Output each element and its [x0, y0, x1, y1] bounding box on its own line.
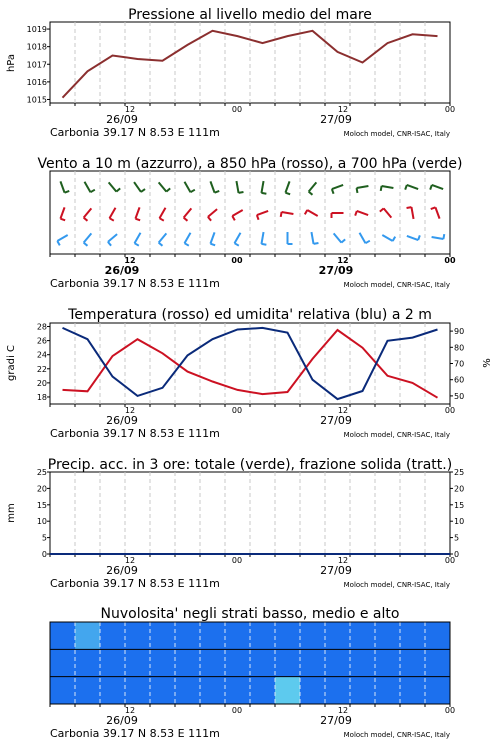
cloud-cell	[425, 622, 451, 650]
wind-barb-flag	[305, 210, 308, 214]
wind-barb-flag	[232, 216, 235, 220]
pressure-ytick-label: 1018	[26, 42, 47, 52]
wind-barb	[184, 208, 192, 217]
precip-right-ytick-label: 10	[454, 517, 465, 527]
cloud-cell	[100, 649, 126, 677]
wind-barb-flag	[261, 244, 266, 245]
wind-barb	[135, 207, 139, 218]
wind-xtick-label: 00	[444, 256, 456, 265]
wind-barb	[208, 209, 217, 217]
wind-barb	[411, 207, 413, 219]
precip-xtick-label: 12	[124, 556, 136, 565]
cloud-cell	[75, 677, 101, 705]
wind-barb	[384, 208, 392, 217]
wind-barb-flag	[110, 218, 114, 221]
wind-barb	[185, 233, 191, 243]
humidity-ytick-label: 90	[454, 327, 465, 337]
cloud-xtick-label: 12	[124, 706, 136, 715]
cloud-cell	[400, 677, 426, 705]
pressure-xtick-label: 12	[337, 105, 349, 114]
wind-barb	[84, 233, 92, 242]
wind-date-label: 27/09	[318, 264, 354, 277]
precip-ytick-label: 25	[36, 468, 47, 477]
wind-barb	[382, 186, 394, 188]
wind-location: Carbonia 39.17 N 8.53 E 111m	[50, 277, 220, 290]
wind-barb-flag	[239, 192, 244, 193]
cloud-cell	[250, 677, 276, 705]
cloud-cell	[275, 622, 301, 650]
wind-barb	[407, 236, 418, 240]
wind-barb	[110, 208, 116, 218]
wind-barb-flag	[141, 189, 145, 192]
wind-barb-flag	[431, 207, 436, 209]
wind-barb-flag	[191, 190, 195, 193]
wind-barb	[134, 182, 141, 192]
pressure-xtick-label: 12	[124, 105, 136, 114]
pressure-date-label: 27/09	[320, 113, 352, 126]
wind-barb-flag	[332, 189, 334, 194]
precip-ytick-label: 5	[41, 533, 47, 543]
cloud-cell	[150, 622, 176, 650]
cloud-cell	[400, 649, 426, 677]
wind-barb-flag	[160, 218, 164, 221]
wind-barb	[84, 208, 92, 217]
pressure-xtick-label: 00	[444, 105, 456, 114]
wind-barb-flag	[309, 192, 313, 195]
wind-barb	[432, 185, 443, 189]
temp-date-label: 27/09	[320, 414, 352, 427]
temp-ytick-label: 22	[36, 364, 47, 374]
wind-barb-flag	[430, 185, 432, 190]
precip-right-ytick-label: 20	[454, 484, 465, 494]
wind-barb	[332, 185, 343, 189]
cloud-cell	[125, 677, 151, 705]
precip-xtick-label: 00	[231, 556, 243, 565]
wind-barb-flag	[381, 186, 382, 191]
humidity-ytick-label: 80	[454, 343, 465, 353]
wind-barb	[407, 185, 418, 189]
wind-barb	[261, 232, 263, 244]
cloud-cell	[325, 622, 351, 650]
cloud-cell	[300, 622, 326, 650]
wind-barb-flag	[443, 234, 444, 239]
wind-barb	[160, 208, 166, 218]
cloud-cell	[50, 649, 76, 677]
wind-barb	[210, 181, 214, 192]
humidity-ytick-label: 70	[454, 359, 465, 369]
cloud-location: Carbonia 39.17 N 8.53 E 111m	[50, 727, 220, 740]
humidity-ytick-label: 60	[454, 375, 465, 385]
precip-right-ytick-label: 5	[454, 533, 460, 543]
wind-barb-flag	[285, 193, 290, 195]
wind-date-label: 26/09	[104, 264, 140, 277]
wind-barb	[382, 235, 392, 241]
pressure-xtick-label: 00	[231, 105, 243, 114]
cloud-cell	[200, 649, 226, 677]
temp-humidity-title: Temperatura (rosso) ed umidita' relativa (blu) a 2 m	[68, 307, 432, 323]
pressure-model-credit: Moloch model, CNR-ISAC, Italy	[343, 130, 450, 138]
pressure-ytick-label: 1017	[26, 60, 47, 70]
wind-barb	[109, 182, 117, 191]
wind-barb-flag	[84, 243, 88, 246]
cloud-cell	[425, 677, 451, 705]
wind-barb-flag	[116, 188, 120, 191]
wind-barb-flag	[235, 243, 239, 246]
wind-barb-flag	[314, 243, 319, 244]
temp-ytick-label: 20	[36, 378, 47, 388]
precip-xtick-label: 12	[337, 556, 349, 565]
precip-ylabel: mm	[6, 503, 17, 523]
wind-barb-flag	[355, 211, 357, 216]
cloud-date-label: 26/09	[106, 714, 138, 727]
cloud-cell	[300, 649, 326, 677]
wind-barb	[309, 182, 317, 191]
wind-barb-flag	[393, 237, 396, 241]
wind-barb	[236, 181, 238, 193]
wind-barb-flag	[184, 218, 188, 221]
precip-date-label: 26/09	[106, 564, 138, 577]
cloud-cell	[275, 677, 301, 705]
cloud-model-credit: Moloch model, CNR-ISAC, Italy	[343, 731, 450, 739]
pressure-ytick-label: 1016	[26, 77, 47, 87]
wind-xtick-label: 00	[231, 256, 243, 265]
temp-ytick-label: 24	[36, 350, 47, 360]
cloud-cell	[325, 677, 351, 705]
temp-model-credit: Moloch model, CNR-ISAC, Italy	[343, 431, 450, 439]
temp-xtick-label: 00	[231, 406, 243, 415]
cloud-cell	[175, 649, 201, 677]
cloud-cell	[350, 677, 376, 705]
wind-xtick-label: 12	[124, 256, 136, 265]
wind-barb	[135, 233, 141, 243]
cloud-cell	[425, 649, 451, 677]
cloud-cell	[225, 622, 251, 650]
humidity-ytick-label: 50	[454, 391, 465, 401]
cloud-cell	[175, 622, 201, 650]
wind-barb	[261, 181, 263, 193]
wind-barb	[159, 233, 167, 242]
wind-barb-flag	[159, 243, 163, 246]
wind-barb	[285, 181, 289, 192]
cloud-cell	[125, 622, 151, 650]
precip-right-ytick-label: 15	[454, 500, 465, 510]
cloud-cell	[100, 622, 126, 650]
temp-location: Carbonia 39.17 N 8.53 E 111m	[50, 427, 220, 440]
cloud-cell	[100, 677, 126, 705]
precip-ytick-label: 15	[36, 500, 47, 510]
cloud-cell	[200, 622, 226, 650]
cloud-cell	[150, 649, 176, 677]
precip-date-label: 27/09	[320, 564, 352, 577]
cloud-cell	[200, 677, 226, 705]
cloud-cell	[150, 677, 176, 705]
temp-xtick-label: 00	[444, 406, 456, 415]
wind-barb	[334, 233, 342, 242]
wind-barb-flag	[60, 219, 65, 221]
wind-barb-flag	[166, 188, 170, 191]
wind-barb	[210, 232, 214, 243]
pressure-ytick-label: 1015	[26, 95, 47, 105]
wind-barb	[311, 232, 313, 244]
cloud-cell	[350, 622, 376, 650]
pressure-location: Carbonia 39.17 N 8.53 E 111m	[50, 126, 220, 139]
wind-barb	[85, 182, 91, 192]
pressure-frame	[50, 22, 450, 103]
pressure-ylabel: hPa	[6, 53, 17, 73]
cloud-cell	[375, 677, 401, 705]
cloud-cell	[375, 649, 401, 677]
cloud-cell	[125, 649, 151, 677]
cloud-cell	[250, 649, 276, 677]
precip-ytick-label: 10	[36, 517, 47, 527]
precip-title: Precip. acc. in 3 ore: totale (verde), frazione solida (tratt.)	[47, 457, 453, 473]
cloud-cell	[350, 649, 376, 677]
temp-xtick-label: 12	[337, 406, 349, 415]
wind-barb	[360, 233, 366, 243]
wind-barb	[159, 182, 167, 191]
wind-title: Vento a 10 m (azzurro), a 850 hPa (rosso), a 700 hPa (verde)	[37, 156, 463, 172]
wind-barb-flag	[185, 243, 189, 246]
wind-barb	[307, 210, 317, 216]
cloud-cell	[175, 677, 201, 705]
cloud-xtick-label: 00	[444, 706, 456, 715]
cloud-cell	[325, 649, 351, 677]
temp-ytick-label: 28	[36, 322, 47, 332]
cloud-cell	[400, 622, 426, 650]
wind-barb-flag	[215, 191, 220, 193]
wind-barb-flag	[57, 241, 60, 245]
precip-ytick-label: 20	[36, 484, 47, 494]
cloud-cell	[225, 649, 251, 677]
wind-barb-flag	[341, 239, 345, 242]
precip-right-ytick-label: 0	[454, 550, 460, 559]
cloud-xtick-label: 00	[231, 706, 243, 715]
wind-barb-flag	[210, 244, 215, 246]
wind-barb-flag	[405, 185, 407, 190]
pressure-title: Pressione al livello medio del mare	[128, 7, 372, 23]
wind-barb	[257, 211, 268, 215]
precip-ytick-label: 0	[41, 550, 47, 559]
cloud-date-label: 27/09	[320, 714, 352, 727]
wind-barb	[357, 186, 369, 188]
wind-barb	[282, 212, 294, 214]
wind-barb-flag	[281, 212, 282, 217]
wind-barb-flag	[135, 243, 139, 246]
wind-barb	[185, 182, 191, 192]
precip-right-ytick-label: 25	[454, 468, 465, 477]
wind-barb	[60, 207, 64, 218]
temp-ylabel: gradi C	[6, 345, 17, 381]
wind-barb-flag	[208, 217, 211, 221]
cloud-cell	[250, 622, 276, 650]
cloud-cell	[225, 677, 251, 705]
cloud-cell	[275, 649, 301, 677]
wind-barb	[432, 237, 444, 239]
wind-barb	[235, 233, 241, 243]
wind-barb-flag	[261, 193, 266, 194]
wind-barb-flag	[84, 218, 88, 221]
cloud-xtick-label: 12	[337, 706, 349, 715]
cloud-cell	[375, 622, 401, 650]
wind-barb	[108, 234, 117, 242]
wind-barb-flag	[108, 242, 111, 246]
wind-barb	[435, 207, 439, 218]
cloud-title: Nuvolosita' negli strati basso, medio e alto	[100, 606, 400, 622]
pressure-date-label: 26/09	[106, 113, 138, 126]
wind-barb-flag	[418, 235, 420, 240]
wind-barb-flag	[366, 241, 370, 244]
wind-xtick-label: 12	[337, 256, 349, 265]
wind-barb	[232, 210, 242, 216]
precip-xtick-label: 00	[444, 556, 456, 565]
pressure-ytick-label: 1019	[26, 25, 47, 35]
temp-ytick-label: 18	[36, 392, 47, 402]
wind-barb-flag	[357, 188, 358, 193]
wind-barb-flag	[91, 190, 95, 193]
temp-ytick-label: 26	[36, 336, 47, 346]
cloud-cell	[50, 677, 76, 705]
wind-barb-flag	[380, 208, 384, 211]
precip-location: Carbonia 39.17 N 8.53 E 111m	[50, 577, 220, 590]
wind-barb	[357, 211, 368, 215]
wind-model-credit: Moloch model, CNR-ISAC, Italy	[343, 281, 450, 289]
temp-xtick-label: 12	[124, 406, 136, 415]
cloud-cell	[75, 649, 101, 677]
wind-barb-flag	[257, 215, 259, 220]
wind-barb	[60, 181, 64, 192]
precip-model-credit: Moloch model, CNR-ISAC, Italy	[343, 581, 450, 589]
temp-date-label: 26/09	[106, 414, 138, 427]
wind-barb-flag	[135, 219, 140, 221]
wind-barb-flag	[65, 191, 70, 193]
humidity-ylabel: %	[482, 358, 493, 368]
wind-barb-flag	[407, 207, 412, 208]
wind-barb	[57, 235, 67, 241]
cloud-cell	[75, 622, 101, 650]
precip-frame	[50, 472, 450, 554]
cloud-cell	[300, 677, 326, 705]
cloud-cell	[50, 622, 76, 650]
